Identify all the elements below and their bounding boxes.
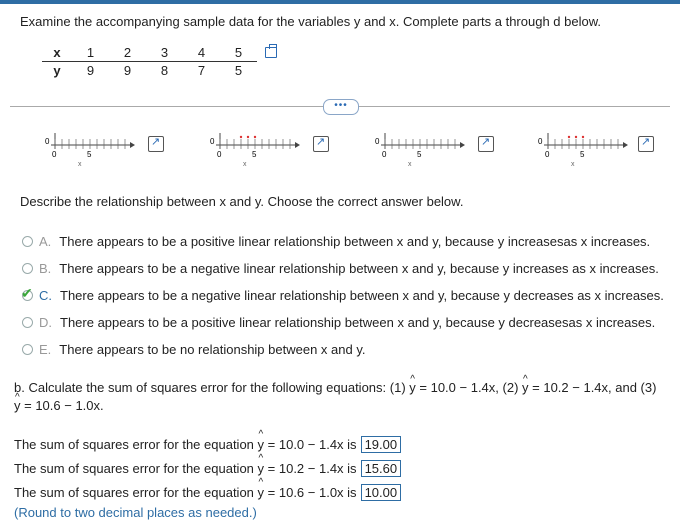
graph-tick-label: 5 — [417, 150, 422, 159]
radio-a[interactable] — [22, 236, 33, 247]
y-header: y — [53, 63, 61, 78]
graph-arrow — [460, 142, 465, 148]
y-hat: ^ y — [258, 485, 265, 500]
y-hat: ^ y — [522, 379, 529, 397]
sse-prefix: The sum of squares error for the equation — [14, 437, 254, 452]
graph-axis-label: x — [408, 161, 412, 167]
expand-graph-icon[interactable] — [148, 136, 164, 152]
part-b-lead: b. Calculate the sum of squares error for the following equations: (1) — [14, 380, 410, 395]
option-a[interactable] — [22, 234, 650, 249]
y-cell: 5 — [234, 63, 243, 78]
sse-eq: = 10.6 − 1.0x is — [267, 485, 357, 500]
expand-graph-icon[interactable] — [478, 136, 494, 152]
graph-tick-label: 5 — [580, 150, 585, 159]
graph-axis-label: x — [78, 161, 82, 167]
graph-y-tick-label: 0 — [538, 137, 543, 146]
option-e[interactable] — [22, 342, 365, 357]
sse-answer-1[interactable]: 19.00 — [361, 436, 402, 453]
y-hat: ^ y — [14, 397, 21, 415]
graph-arrow — [295, 142, 300, 148]
y-cell: 9 — [123, 63, 132, 78]
copy-data-icon[interactable] — [265, 47, 277, 58]
x-cell: 3 — [146, 44, 183, 62]
graph-point — [582, 136, 584, 138]
y-hat: ^ y — [409, 379, 416, 397]
graph-y-tick-label: 0 — [45, 137, 50, 146]
y-cell: 7 — [197, 63, 206, 78]
graph-arrow — [623, 142, 628, 148]
x-header: x — [42, 44, 72, 62]
graph-tick-label: 5 — [252, 150, 257, 159]
sse-prefix: The sum of squares error for the equation — [14, 461, 254, 476]
graph-tick-label: 0 — [217, 150, 222, 159]
option-letter: B. — [39, 261, 52, 276]
graph-point — [254, 136, 256, 138]
option-letter: A. — [39, 234, 52, 249]
part-b-eq3: = 10.6 − 1.0x. — [24, 398, 104, 413]
graph-tick-label: 0 — [382, 150, 387, 159]
option-d[interactable] — [22, 315, 655, 330]
x-cell: 5 — [220, 44, 257, 62]
expand-graph-icon[interactable] — [313, 136, 329, 152]
sse-answer-3[interactable]: 10.00 — [361, 484, 402, 501]
option-text: There appears to be a negative linear relationship between x and y, because y decreases as x increases. — [60, 288, 664, 303]
y-hat: ^ y — [258, 461, 265, 476]
sse-row — [14, 484, 401, 501]
graph-tick-label: 0 — [52, 150, 57, 159]
sse-row — [14, 460, 401, 477]
option-text: There appears to be no relationship between x and y. — [59, 342, 366, 357]
graph-tick-label: 0 — [545, 150, 550, 159]
graph-point — [575, 136, 577, 138]
radio-b[interactable] — [22, 263, 33, 274]
data-table — [42, 44, 257, 79]
part-b-text — [14, 379, 664, 415]
sse-prefix: The sum of squares error for the equation — [14, 485, 254, 500]
sse-eq: = 10.2 − 1.4x is — [267, 461, 357, 476]
radio-d[interactable] — [22, 317, 33, 328]
option-b[interactable] — [22, 261, 659, 276]
radio-e[interactable] — [22, 344, 33, 355]
question-a: Describe the relationship between x and y. Choose the correct answer below. — [20, 194, 464, 209]
option-letter: C. — [39, 288, 52, 303]
x-cell: 2 — [109, 44, 146, 62]
graph-axis-label: x — [571, 161, 575, 167]
graph-point — [247, 136, 249, 138]
part-b-eq1: = 10.0 − 1.4x, (2) — [419, 380, 523, 395]
option-text: There appears to be a positive linear relationship between x and y, because y decreasesas x increases. — [60, 315, 656, 330]
part-b-eq2: = 10.2 − 1.4x, and (3) — [532, 380, 657, 395]
graph-y-tick-label: 0 — [375, 137, 380, 146]
option-letter: E. — [39, 342, 52, 357]
intro-text: Examine the accompanying sample data for the variables y and x. Complete parts a through d below. — [20, 14, 601, 29]
option-text: There appears to be a negative linear relationship between x and y, because y increases as x increases. — [59, 261, 659, 276]
y-hat: ^ y — [258, 437, 265, 452]
graph-tick-label: 5 — [87, 150, 92, 159]
rounding-note: (Round to two decimal places as needed.) — [14, 505, 257, 520]
option-c[interactable] — [22, 288, 664, 303]
graph-point — [240, 136, 242, 138]
more-button[interactable]: ••• — [323, 99, 359, 115]
sse-answer-2[interactable]: 15.60 — [361, 460, 402, 477]
y-cell: 9 — [86, 63, 95, 78]
option-letter: D. — [39, 315, 52, 330]
sse-eq: = 10.0 − 1.4x is — [267, 437, 357, 452]
expand-graph-icon[interactable] — [638, 136, 654, 152]
graph-axis-label: x — [243, 161, 247, 167]
radio-c-selected-check-icon[interactable] — [22, 290, 33, 301]
x-cell: 4 — [183, 44, 220, 62]
option-text: There appears to be a positive linear relationship between x and y, because y increasesas x increases. — [59, 234, 651, 249]
x-cell: 1 — [72, 44, 109, 62]
graph-y-tick-label: 0 — [210, 137, 215, 146]
y-cell: 8 — [160, 63, 169, 78]
top-bar — [0, 0, 680, 4]
graph-arrow — [130, 142, 135, 148]
graph-point — [568, 136, 570, 138]
sse-row — [14, 436, 401, 453]
